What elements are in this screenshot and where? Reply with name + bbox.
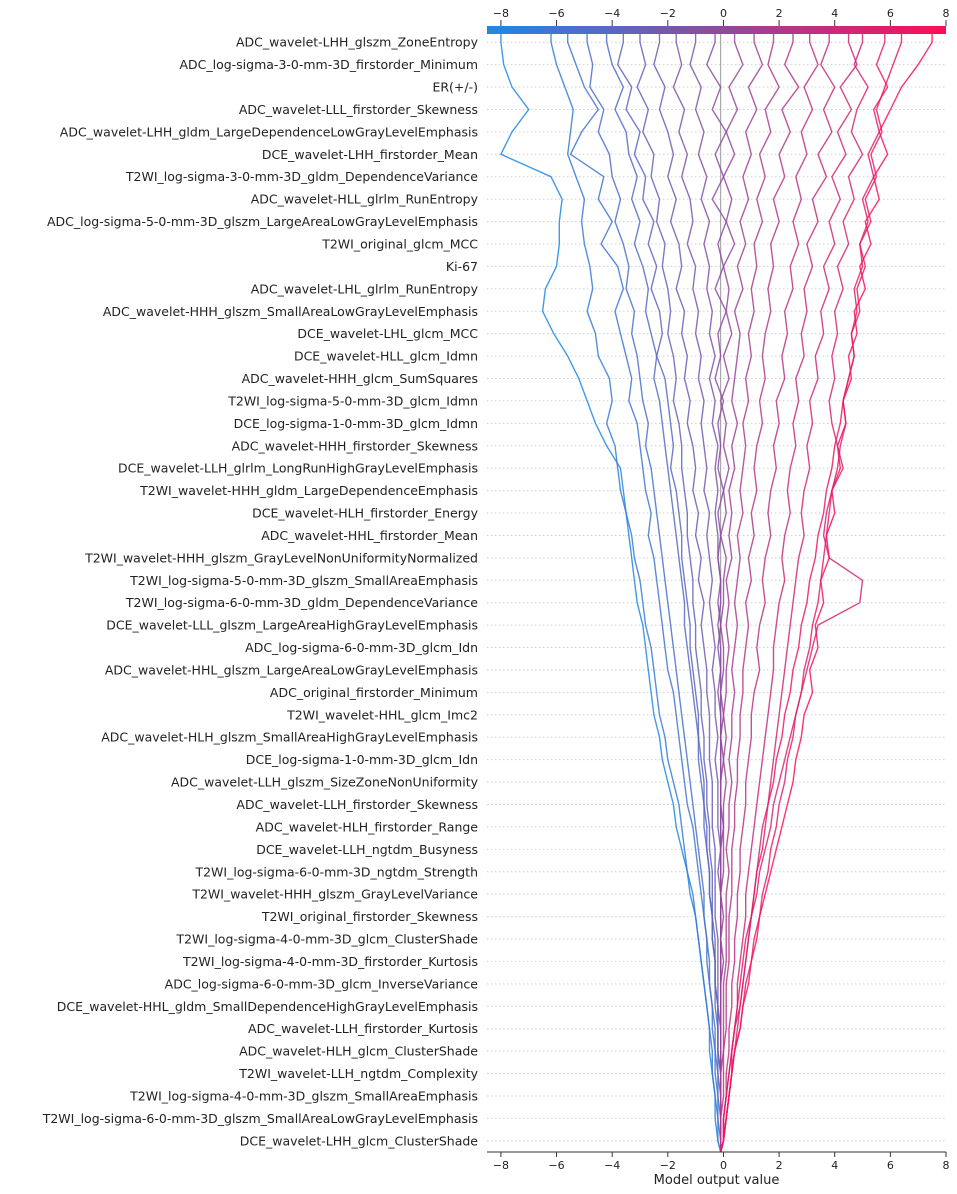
bottom-tick-label: −4 — [604, 1159, 621, 1172]
feature-label: ADC_wavelet-LHH_gldm_LargeDependenceLowGrayLevelEmphasis — [59, 124, 478, 140]
decision-line — [721, 31, 779, 1152]
feature-label: T2WI_log-sigma-4-0-mm-3D_glcm_ClusterShade — [176, 931, 478, 947]
feature-label: T2WI_log-sigma-6-0-mm-3D_gldm_DependenceVariance — [125, 595, 478, 611]
feature-label: ADC_wavelet-LLH_glszm_SizeZoneNonUniformity — [170, 774, 478, 790]
feature-label: ADC_wavelet-HHL_firstorder_Mean — [261, 527, 478, 543]
feature-label: DCE_wavelet-LHH_firstorder_Mean — [261, 146, 478, 162]
feature-label: ADC_wavelet-LHL_glrlm_RunEntropy — [250, 281, 478, 297]
feature-label: T2WI_log-sigma-5-0-mm-3D_glcm_Idmn — [228, 393, 478, 409]
bottom-tick-label: 4 — [831, 1159, 839, 1172]
top-tick-label: 0 — [719, 7, 727, 20]
feature-label: T2WI_log-sigma-4-0-mm-3D_glszm_SmallAreaEmphasis — [130, 1088, 478, 1104]
top-tick-label: −6 — [548, 7, 565, 20]
feature-label: T2WI_wavelet-LLH_ngtdm_Complexity — [239, 1066, 478, 1082]
decision-line — [721, 31, 835, 1152]
bottom-tick-label: 6 — [886, 1159, 894, 1172]
top-tick-label: 6 — [886, 7, 894, 20]
feature-label: Ki-67 — [445, 258, 478, 274]
top-tick-label: −8 — [492, 7, 510, 20]
feature-label: T2WI_original_firstorder_Skewness — [261, 909, 478, 925]
feature-label: T2WI_log-sigma-5-0-mm-3D_glszm_SmallAreaEmphasis — [130, 572, 478, 588]
feature-label: T2WI_log-sigma-6-0-mm-3D_ngtdm_Strength — [195, 864, 478, 880]
bottom-tick-label: 2 — [775, 1159, 783, 1172]
bottom-tick-label: −8 — [492, 1159, 510, 1172]
feature-label: DCE_log-sigma-1-0-mm-3D_glcm_Idmn — [233, 415, 478, 431]
color-bar — [487, 26, 946, 34]
feature-label: DCE_wavelet-LLH_glrlm_LongRunHighGrayLevelEmphasis — [118, 460, 478, 476]
feature-label: DCE_wavelet-LLL_glszm_LargeAreaHighGrayLevelEmphasis — [106, 617, 478, 633]
feature-label: ADC_log-sigma-3-0-mm-3D_firstorder_Minimum — [179, 57, 478, 73]
feature-label: ADC_wavelet-LLH_firstorder_Kurtosis — [248, 1021, 478, 1037]
top-tick-label: 8 — [942, 7, 950, 20]
bottom-tick-label: 8 — [942, 1159, 950, 1172]
feature-label: ADC_wavelet-HHL_glszm_LargeAreaLowGrayLevelEmphasis — [104, 662, 478, 678]
top-tick-label: 2 — [775, 7, 783, 20]
feature-label: T2WI_wavelet-HHH_gldm_LargeDependenceEmphasis — [140, 483, 478, 499]
feature-label: ADC_original_firstorder_Minimum — [269, 684, 478, 700]
bottom-tick-label: −6 — [548, 1159, 565, 1172]
feature-label: T2WI_wavelet-HHL_glcm_Imc2 — [287, 707, 478, 723]
top-tick-label: 4 — [831, 7, 839, 20]
feature-label: ADC_log-sigma-6-0-mm-3D_glcm_InverseVariance — [164, 976, 478, 992]
feature-label: DCE_log-sigma-1-0-mm-3D_glcm_Idn — [245, 752, 478, 768]
feature-label: DCE_wavelet-HHL_gldm_SmallDependenceHighGrayLevelEmphasis — [56, 998, 478, 1014]
feature-label: ADC_wavelet-LLH_firstorder_Skewness — [236, 796, 478, 812]
feature-label: ADC_log-sigma-5-0-mm-3D_glszm_LargeAreaLowGrayLevelEmphasis — [46, 214, 478, 230]
feature-label: ADC_wavelet-HHH_firstorder_Skewness — [231, 438, 478, 454]
feature-label: ADC_wavelet-HLH_glszm_SmallAreaHighGrayLevelEmphasis — [101, 729, 478, 745]
feature-label: T2WI_log-sigma-3-0-mm-3D_gldm_DependenceVariance — [125, 169, 478, 185]
feature-label: T2WI_log-sigma-4-0-mm-3D_firstorder_Kurtosis — [182, 953, 478, 969]
feature-label: ADC_wavelet-HLL_glrlm_RunEntropy — [250, 191, 478, 207]
bottom-tick-label: 0 — [719, 1159, 727, 1172]
feature-labels — [42, 35, 479, 1149]
top-tick-label: −4 — [604, 7, 621, 20]
feature-label: T2WI_original_glcm_MCC — [322, 236, 478, 252]
feature-label: ADC_wavelet-HHH_glszm_SmallAreaLowGrayLevelEmphasis — [102, 303, 478, 319]
x-axis-label: Model output value — [653, 1173, 780, 1188]
feature-label: ADC_wavelet-HHH_glcm_SumSquares — [241, 371, 478, 387]
decision-line — [721, 31, 857, 1152]
decision-line — [618, 31, 721, 1152]
feature-label: DCE_wavelet-HLH_firstorder_Energy — [252, 505, 478, 521]
feature-label: ER(+/-) — [432, 79, 478, 95]
bottom-tick-label: −2 — [659, 1159, 676, 1172]
feature-label: T2WI_wavelet-HHH_glszm_GrayLevelNonUniformityNormalized — [85, 550, 478, 566]
feature-label: ADC_wavelet-HLH_firstorder_Range — [255, 819, 478, 835]
feature-label: T2WI_wavelet-HHH_glszm_GrayLevelVariance — [192, 886, 478, 902]
row-gridlines — [487, 31, 946, 1152]
feature-label: DCE_wavelet-HLL_glcm_Idmn — [293, 348, 478, 364]
feature-label: DCE_wavelet-LHH_glcm_ClusterShade — [239, 1133, 478, 1149]
feature-label: DCE_wavelet-LHL_glcm_MCC — [297, 326, 478, 342]
feature-label: T2WI_log-sigma-6-0-mm-3D_glszm_SmallAreaLowGrayLevelEmphasis — [42, 1110, 478, 1126]
top-tick-label: −2 — [659, 7, 676, 20]
feature-label: ADC_log-sigma-6-0-mm-3D_glcm_Idn — [245, 640, 478, 656]
feature-label: ADC_wavelet-HLH_glcm_ClusterShade — [239, 1043, 478, 1059]
feature-label: ADC_wavelet-LLL_firstorder_Skewness — [238, 101, 478, 117]
feature-label: DCE_wavelet-LLH_ngtdm_Busyness — [256, 841, 478, 857]
feature-label: ADC_wavelet-LHH_glszm_ZoneEntropy — [235, 34, 478, 50]
